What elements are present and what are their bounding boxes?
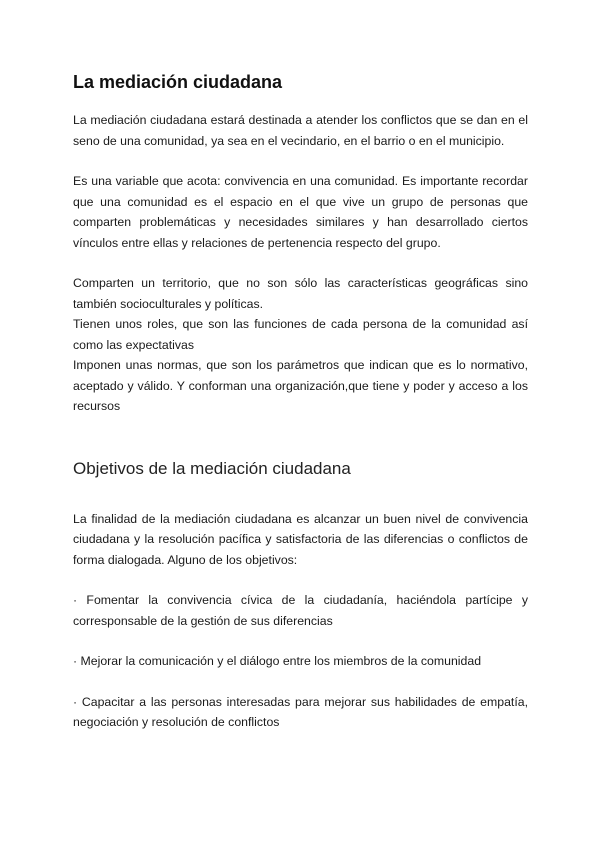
spacer <box>73 672 528 692</box>
objective-item-fomentar: · Fomentar la convivencia cívica de la ciudadanía, haciéndola partícipe y corresponsable de la gestión de sus diferencias <box>73 593 528 628</box>
objective-item-mejorar: · Mejorar la comunicación y el diálogo entre los miembros de la comunidad <box>73 654 482 668</box>
spacer <box>73 631 528 651</box>
section-title-objetivos: Objetivos de la mediación ciudadana <box>73 458 351 478</box>
paragraph-definicion: La mediación ciudadana estará destinada a atender los conflictos que se dan en el seno de una comunidad, ya sea en el vecindario, en el barrio o en el municipio. <box>73 113 528 148</box>
spacer <box>73 417 528 457</box>
paragraph-finalidad: La finalidad de la mediación ciudadana es alcanzar un buen nivel de convivencia ciudadana y la resolución pacífica y satisfactoria de las diferencias o conflictos de forma dialogada. Alguno de los objetivos: <box>73 511 528 567</box>
spacer <box>73 570 528 590</box>
spacer <box>73 481 528 509</box>
paragraph-roles: Tienen unos roles, que son las funciones de cada persona de la comunidad así como las expectativas <box>73 317 528 352</box>
document-page <box>73 70 528 733</box>
paragraph-territorio: Comparten un territorio, que no son sólo las características geográficas sino también socioculturales y políticas. <box>73 276 528 311</box>
spacer <box>73 151 528 171</box>
paragraph-normas: Imponen unas normas, que son los parámetros que indican que es lo normativo, aceptado y válido. Y conforman una organización,que tiene y poder y acceso a los recursos <box>73 358 528 413</box>
paragraph-convivencia: Es una variable que acota: convivencia en una comunidad. Es importante recordar que una comunidad es el espacio en el que vive un grupo de personas que comparten problemáticas y necesidades similares y han desarrollado ciertos vínculos entre ellas y relaciones de pertenencia respecto del grupo. <box>73 174 528 250</box>
objective-item-capacitar: · Capacitar a las personas interesadas para mejorar sus habilidades de empatía, negociación y resolución de conflictos <box>73 694 528 729</box>
section-title-mediacion-ciudadana: La mediación ciudadana <box>73 72 283 92</box>
spacer <box>73 253 528 273</box>
